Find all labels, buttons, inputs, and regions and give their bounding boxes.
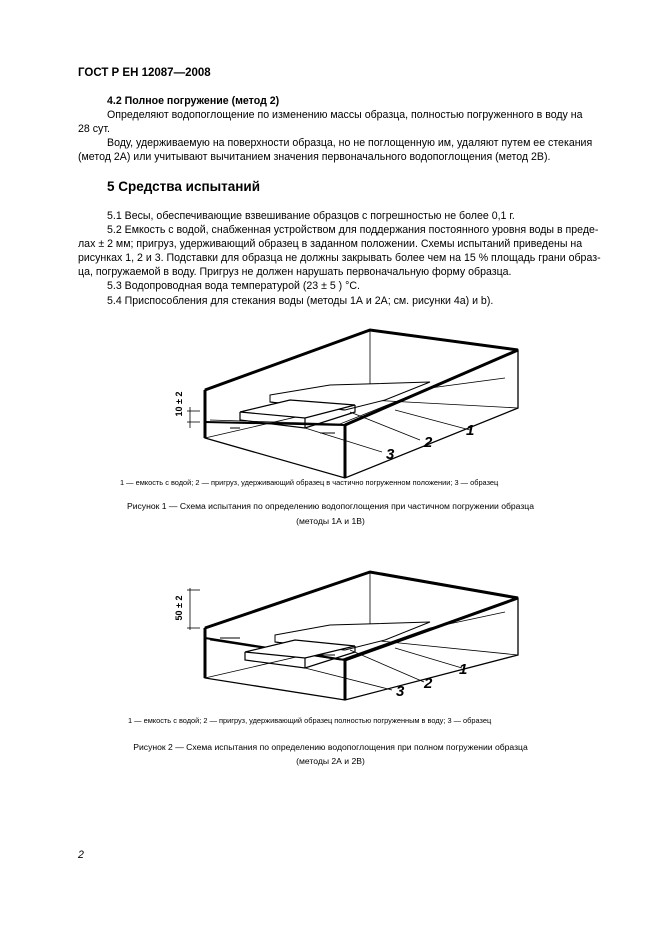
paragraph-line: 5.2 Емкость с водой, снабженная устройством для поддержания постоянного уровня воды в преде- <box>107 224 599 236</box>
paragraph-line: Определяют водопоглощение по изменению массы образца, полностью погруженного в воду на <box>107 109 583 121</box>
paragraph-line: лах ± 2 мм; пригруз, удерживающий образец в заданном положении. Схемы испытаний приведены на <box>78 238 583 250</box>
paragraph-line: 5.1 Весы, обеспечивающие взвешивание образцов с погрешностью не более 0,1 г. <box>107 210 515 222</box>
figure-2-callout-1: 1 <box>459 661 468 678</box>
figure-2-legend: 1 — емкость с водой; 2 — пригруз, удерживающий образец полностью погруженным в воду; 3 — образец <box>128 716 492 725</box>
figure-1-callout-3: 3 <box>386 446 395 463</box>
figure-1-callout-1: 1 <box>466 422 475 439</box>
figure-1-caption-methods: (методы 1А и 1В) <box>296 516 365 526</box>
paragraph-line: Воду, удерживаемую на поверхности образца, но не поглощенную им, удаляют путем ее стекания <box>107 137 593 149</box>
paragraph-line: 28 сут. <box>78 123 110 135</box>
figure-2-callout-2: 2 <box>424 675 433 692</box>
figure-2-caption-methods: (методы 2А и 2В) <box>296 756 365 766</box>
section-5-heading: 5 Средства испытаний <box>107 179 261 194</box>
figure-2-caption: Рисунок 2 — Схема испытания по определению водопоглощения при полном погружении образца <box>133 742 528 752</box>
paragraph-line: рисунках 1, 2 и 3. Подставки для образца не должны закрывать более чем на 15 % площадь грани образ- <box>78 252 601 264</box>
document-header: ГОСТ Р ЕН 12087—2008 <box>78 67 211 79</box>
figure-1-callout-2: 2 <box>424 434 433 451</box>
figure-1-legend: 1 — емкость с водой; 2 — пригруз, удерживающий образец в частично погруженном положении; 3 — образец <box>120 478 499 487</box>
paragraph-line: 5.4 Приспособления для стекания воды (методы 1А и 2А; см. рисунки 4а) и b). <box>107 295 494 307</box>
figure-1-dimension-label: 10 ± 2 <box>174 391 184 417</box>
paragraph-line: (метод 2А) или учитывают вычитанием значения первоначального водопоглощения (метод 2В). <box>78 151 551 163</box>
paragraph-line: ца, погружаемой в воду. Пригруз не должен нарушать первоначальную форму образца. <box>78 266 512 278</box>
section-4-2-heading: 4.2 Полное погружение (метод 2) <box>107 95 280 107</box>
figure-2-callout-3: 3 <box>396 683 405 700</box>
figure-2-dimension-label: 50 ± 2 <box>174 595 184 621</box>
page-number: 2 <box>78 849 84 861</box>
figure-1-caption: Рисунок 1 — Схема испытания по определению водопоглощения при частичном погружении образца <box>126 501 535 511</box>
paragraph-line: 5.3 Водопроводная вода температурой (23 ± 5 ) °С. <box>107 280 360 292</box>
